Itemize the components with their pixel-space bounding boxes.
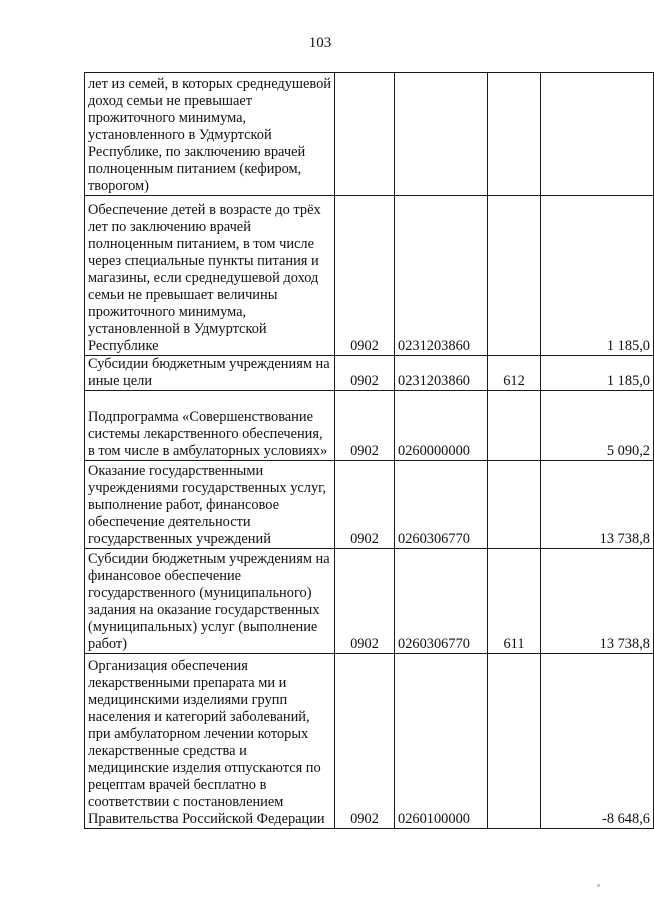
row-name: Организация обеспечения лекарственными препарата ми и медицинскими изделиями групп населения и категорий заболеваний, при амбулаторном лечении которых лекарственные средства и медицинские изделия отпускаются по рецептам врачей бесплатно в соответствии с постановлением Правительства Российской Федерации xyxy=(85,654,335,829)
budget-table xyxy=(84,72,654,829)
row-section: 0902 xyxy=(335,196,395,356)
row-code xyxy=(395,73,488,196)
row-sum: 1 185,0 xyxy=(541,196,654,356)
scan-speck xyxy=(597,884,600,887)
row-expense-type xyxy=(488,461,541,549)
table-row xyxy=(85,196,654,356)
row-section: 0902 xyxy=(335,549,395,654)
row-name: Обеспечение детей в возрасте до трёх лет по заключению врачей полноценным питанием, в том числе через специальные пункты питания и магазины, если среднедушевой доход семьи не превышает величины прожиточного минимума, установленной в Удмуртской Республике xyxy=(85,196,335,356)
row-expense-type: 611 xyxy=(488,549,541,654)
table-row xyxy=(85,549,654,654)
row-expense-type xyxy=(488,196,541,356)
row-expense-type xyxy=(488,654,541,829)
row-section: 0902 xyxy=(335,654,395,829)
table-row xyxy=(85,391,654,461)
row-section: 0902 xyxy=(335,356,395,391)
row-sum: 5 090,2 xyxy=(541,391,654,461)
table-row xyxy=(85,356,654,391)
page-number: 103 xyxy=(308,35,332,51)
table-row xyxy=(85,73,654,196)
row-sum: 13 738,8 xyxy=(541,461,654,549)
row-name: Подпрограмма «Совершенствование системы лекарственного обеспечения, в том числе в амбулаторных условиях» xyxy=(85,391,335,461)
row-code: 0231203860 xyxy=(395,196,488,356)
row-name: Субсидии бюджетным учреждениям на финансовое обеспечение государственного (муниципального) задания на оказание государственных (муниципальных) услуг (выполнение работ) xyxy=(85,549,335,654)
row-section: 0902 xyxy=(335,461,395,549)
table-row xyxy=(85,654,654,829)
row-code: 0260000000 xyxy=(395,391,488,461)
row-code: 0231203860 xyxy=(395,356,488,391)
row-section xyxy=(335,73,395,196)
table-row xyxy=(85,461,654,549)
row-sum xyxy=(541,73,654,196)
row-code: 0260100000 xyxy=(395,654,488,829)
row-expense-type: 612 xyxy=(488,356,541,391)
row-name: лет из семей, в которых среднедушевой доход семьи не превышает прожиточного минимума, установленного в Удмуртской Республике, по заключению врачей полноценным питанием (кефиром, творогом) xyxy=(85,73,335,196)
row-expense-type xyxy=(488,391,541,461)
row-name: Оказание государственными учреждениями государственных услуг, выполнение работ, финансовое обеспечение деятельности государственных учреждений xyxy=(85,461,335,549)
row-expense-type xyxy=(488,73,541,196)
row-sum: 13 738,8 xyxy=(541,549,654,654)
row-section: 0902 xyxy=(335,391,395,461)
row-sum: 1 185,0 xyxy=(541,356,654,391)
row-code: 0260306770 xyxy=(395,461,488,549)
row-name: Субсидии бюджетным учреждениям на иные цели xyxy=(85,356,335,391)
row-code: 0260306770 xyxy=(395,549,488,654)
row-sum: -8 648,6 xyxy=(541,654,654,829)
